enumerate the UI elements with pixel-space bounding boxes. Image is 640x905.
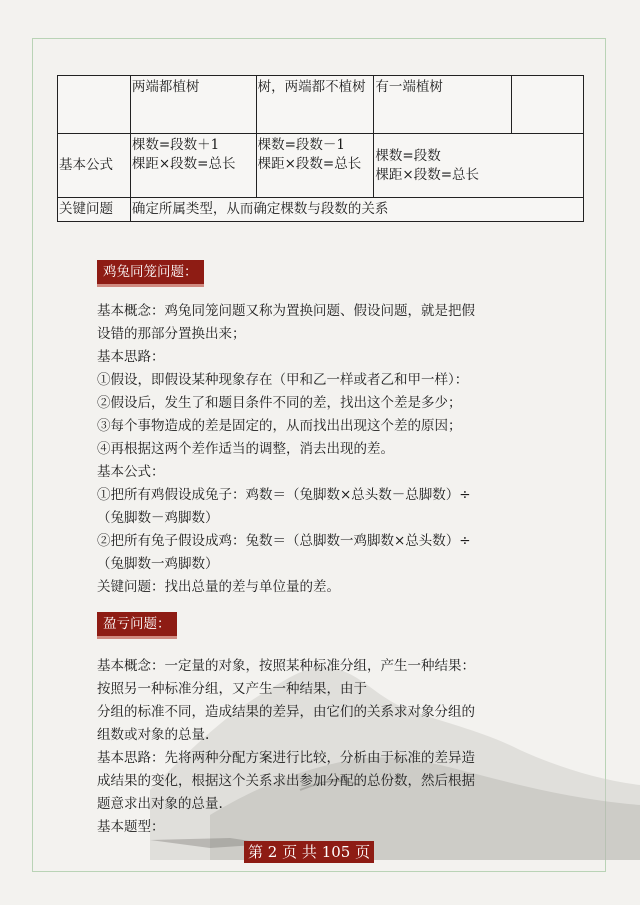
- text-line: （兔脚数－鸡脚数）: [97, 510, 219, 526]
- row-label: 关键问题: [58, 198, 131, 222]
- text-line: 基本思路：: [97, 349, 165, 365]
- formula-line: 棵距×段数=总长: [131, 156, 236, 172]
- text-line: 分组的标准不同，造成结果的差异，由它们的关系求对象分组的: [97, 704, 475, 720]
- row-label: 基本公式: [58, 134, 131, 198]
- text-line: ①假设，即假设某种现象存在（甲和乙一样或者乙和甲一样）：: [97, 372, 469, 388]
- text-line: 关键问题：找出总量的差与单位量的差。: [97, 579, 340, 595]
- section-title-profit-loss: 盈亏问题：: [97, 612, 177, 639]
- tree-planting-table: [57, 75, 584, 222]
- table-cell: 两端都植树: [130, 76, 256, 134]
- text-line: 成结果的变化，根据这个关系求出参加分配的总份数，然后根据: [97, 773, 475, 789]
- table-cell: 确定所属类型，从而确定棵数与段数的关系: [130, 198, 583, 222]
- table-cell: [256, 134, 374, 198]
- text-line: ②把所有兔子假设成鸡：兔数＝（总脚数一鸡脚数×总头数）÷: [97, 533, 471, 549]
- footer-page-number: 2: [267, 843, 278, 861]
- text-line: 按照另一种标准分组，又产生一种结果，由于: [97, 681, 367, 697]
- table-row-header: [58, 76, 584, 134]
- text-line: ③每个事物造成的差是固定的，从而找出出现这个差的原因；: [97, 418, 462, 434]
- table-row-key: [58, 198, 584, 222]
- table-row-formula: [58, 134, 584, 198]
- text-line: 基本公式：: [97, 464, 165, 480]
- formula-line: 棵数=段数－1: [257, 137, 346, 153]
- table-cell: 有一端植树: [374, 76, 512, 134]
- formula-line: 棵数=段数: [375, 147, 441, 164]
- table-cell: [58, 76, 131, 134]
- profit-loss-body: [97, 655, 557, 839]
- text-line: ①把所有鸡假设成兔子：鸡数＝（兔脚数×总头数－总脚数）÷: [97, 487, 471, 503]
- section-title-chicken-rabbit: 鸡兔同笼问题：: [97, 260, 204, 287]
- formula-line: 棵距×段数=总长: [257, 156, 362, 172]
- table-cell: 树，两端都不植树: [256, 76, 374, 134]
- table-cell: [374, 134, 584, 198]
- chicken-rabbit-body: [97, 300, 557, 599]
- text-line: 题意求出对象的总量.: [97, 796, 223, 812]
- formula-line: 棵数=段数＋1: [131, 137, 220, 153]
- text-line: 基本概念：一定量的对象，按照某种标准分组，产生一种结果：: [97, 658, 475, 674]
- text-line: ②假设后，发生了和题目条件不同的差，找出这个差是多少；: [97, 395, 462, 411]
- text-line: 基本题型：: [97, 819, 165, 835]
- text-line: 组数或对象的总量.: [97, 727, 210, 743]
- formula-line: 棵距×段数=总长: [375, 166, 480, 183]
- table-cell: [130, 134, 256, 198]
- footer-suffix: 页: [355, 843, 371, 861]
- footer-total-pages: 105: [321, 843, 351, 861]
- footer-mid: 页 共: [282, 843, 317, 861]
- table-cell: [512, 76, 584, 134]
- text-line: ④再根据这两个差作适当的调整，消去出现的差。: [97, 441, 394, 457]
- footer-prefix: 第: [248, 843, 264, 861]
- text-line: （兔脚数一鸡脚数）: [97, 556, 219, 572]
- page-footer: [244, 841, 374, 863]
- text-line: 基本概念：鸡兔同笼问题又称为置换问题、假设问题，就是把假: [97, 303, 475, 319]
- text-line: 设错的那部分置换出来；: [97, 326, 246, 342]
- text-line: 基本思路：先将两种分配方案进行比较，分析由于标准的差异造: [97, 750, 475, 766]
